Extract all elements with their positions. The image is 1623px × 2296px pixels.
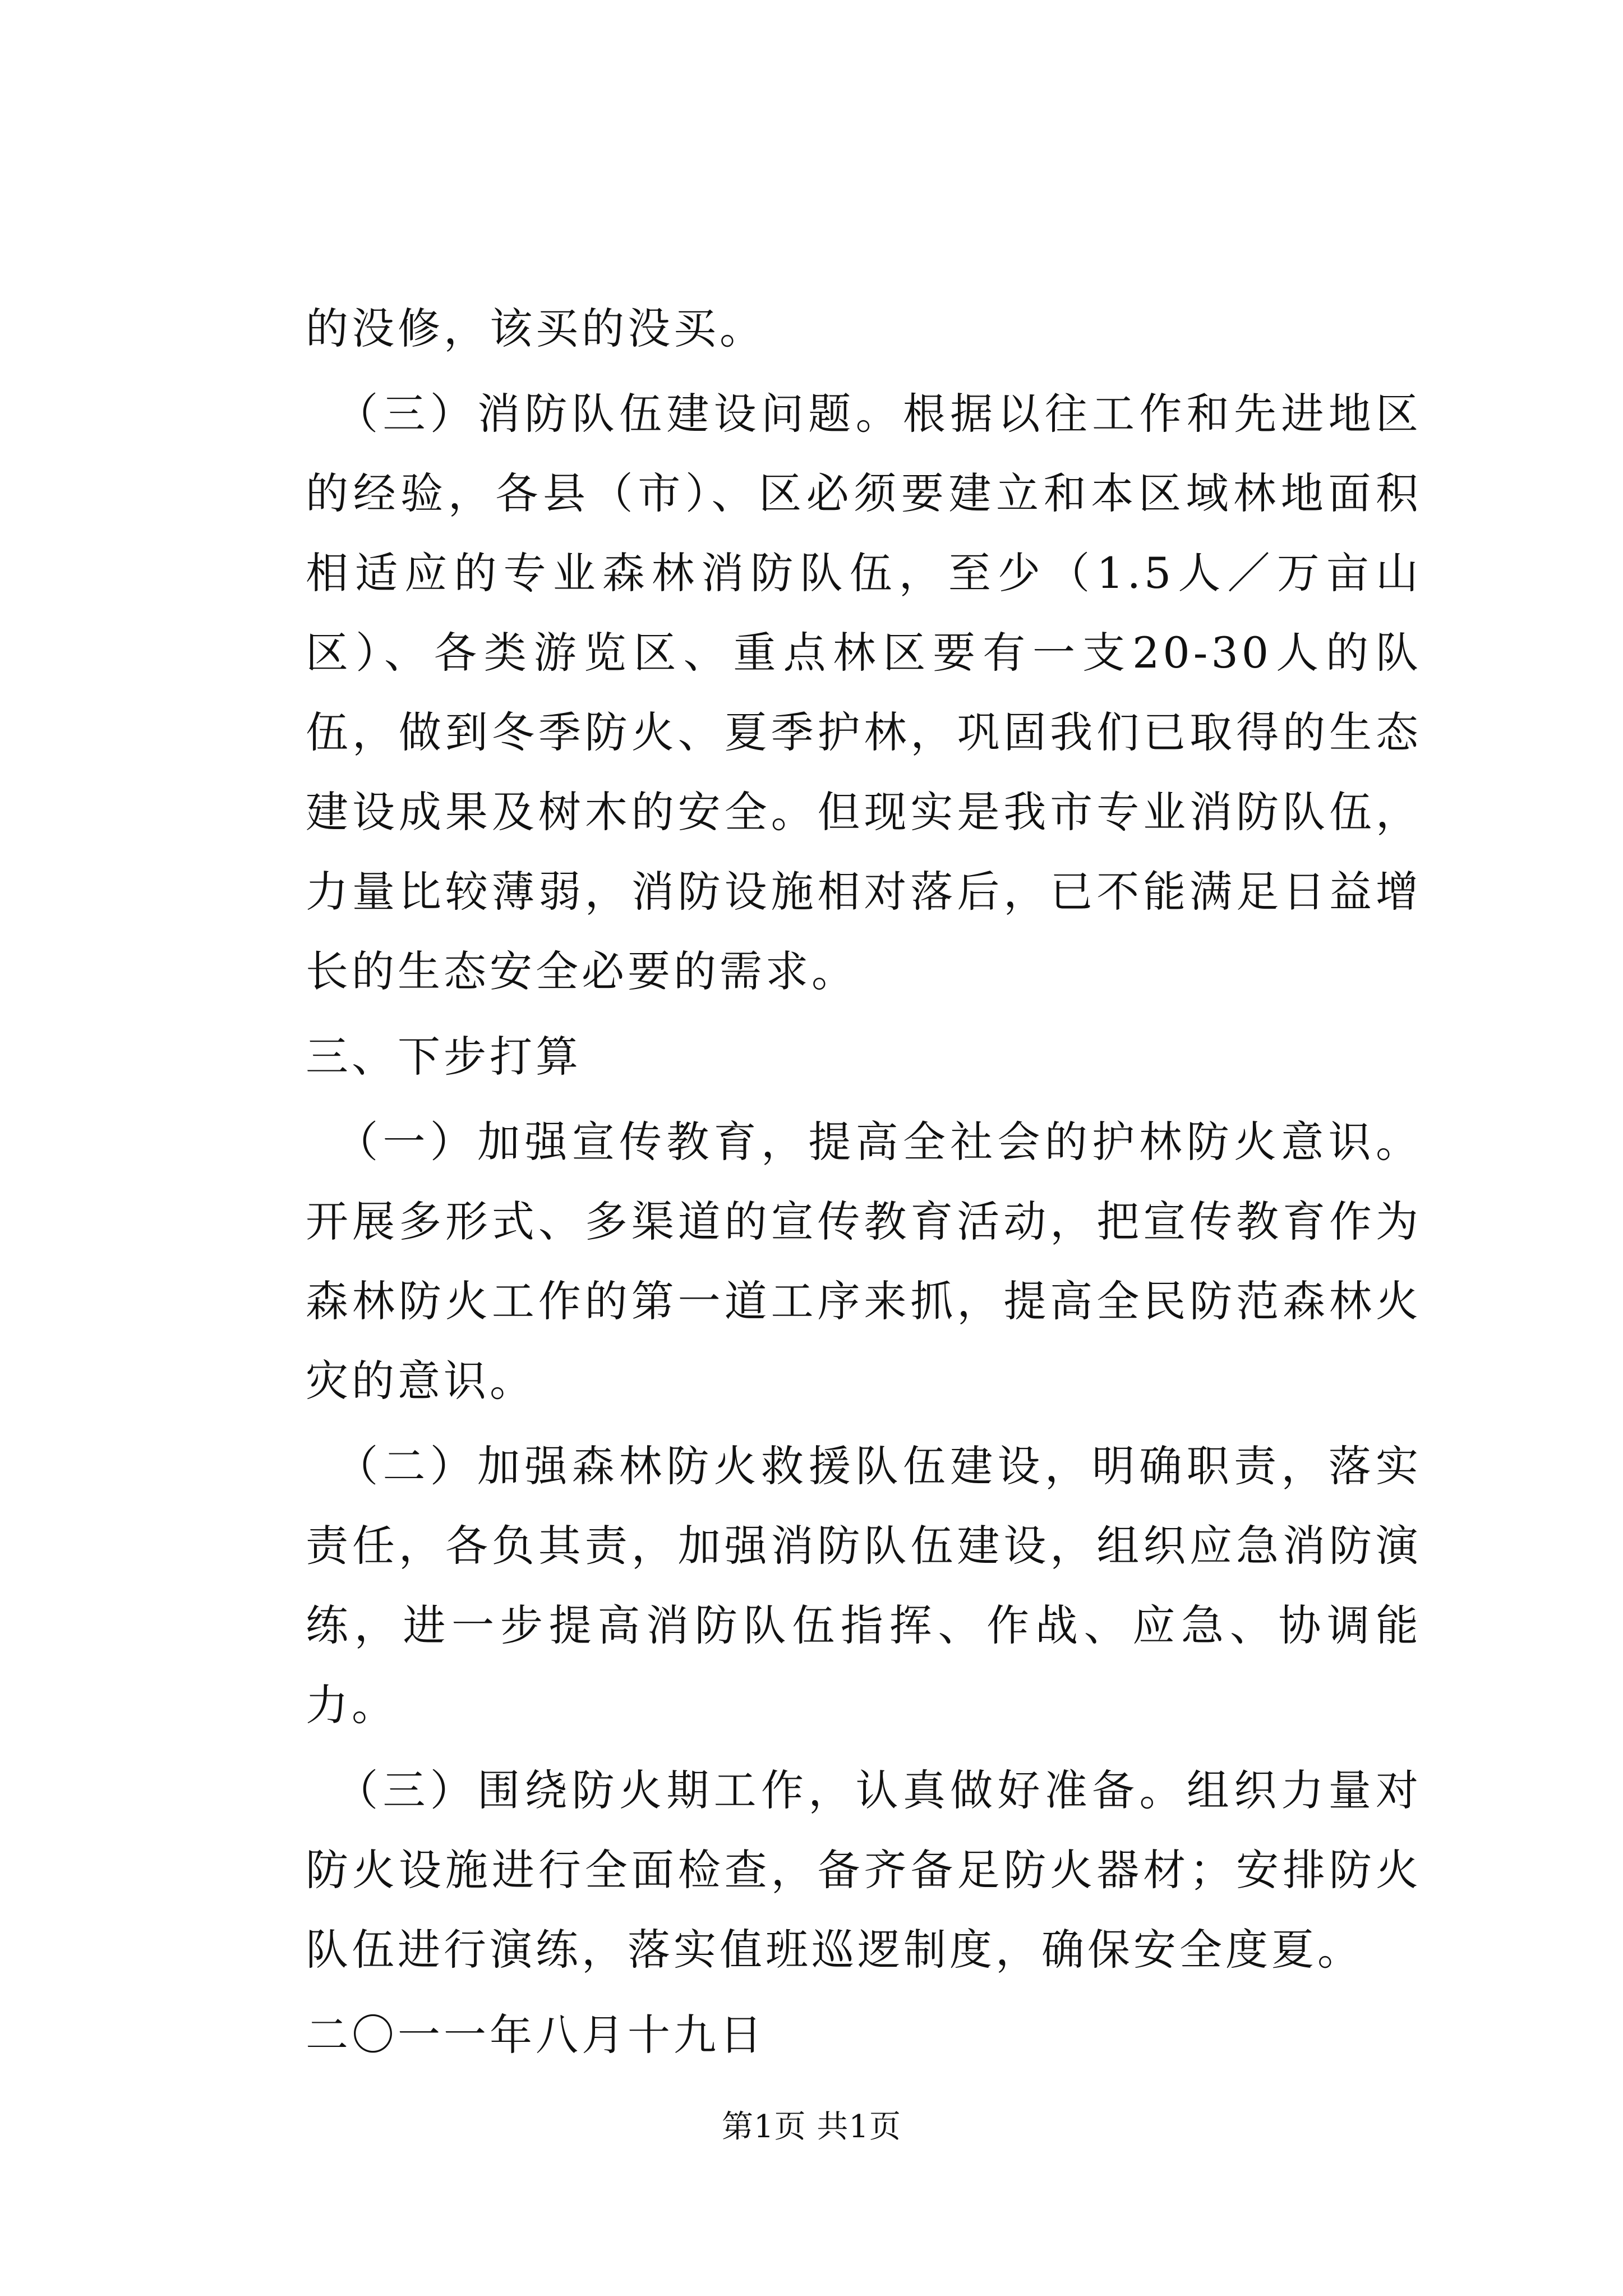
paragraph-continuation: 的没修，该买的没买。 — [306, 303, 766, 353]
document-date: 二〇一一年八月十九日 — [306, 2010, 766, 2060]
page-number-footer: 第1页 共1页 — [721, 2109, 902, 2145]
paragraph-rescue-team: （二）加强森林防火救援队伍建设，明确职责，落实责任，各负其责，加强消防队伍建设，组织应急消防演练，进一步提高消防队伍指挥、作战、应急、协调能力。 — [306, 1441, 1422, 1730]
paragraph-fire-season-prep: （三）围绕防火期工作，认真做好准备。组织力量对防火设施进行全面检查，备齐备足防火器材；安排防火队伍进行演练，落实值班巡逻制度，确保安全度夏。 — [306, 1765, 1422, 1975]
section-heading-next-steps: 三、下步打算 — [306, 1032, 582, 1082]
paragraph-team-building-issue: （三）消防队伍建设问题。根据以往工作和先进地区的经验，各县（市）、区必须要建立和本区域林地面积相适应的专业森林消防队伍，至少（1.5人／万亩山区）、各类游览区、重点林区要有一支20-30人的队伍，做到冬季防火、夏季护林，巩固我们已取得的生态建设成果及树木的安全。但现实是我市专业消防队伍，力量比较薄弱，消防设施相对落后，已不能满足日益增长的生态安全必要的需求。 — [306, 389, 1422, 996]
paragraph-publicity-education: （一）加强宣传教育，提高全社会的护林防火意识。开展多形式、多渠道的宣传教育活动，把宣传教育作为森林防火工作的第一道工序来抓，提高全民防范森林火灾的意识。 — [306, 1117, 1422, 1406]
document-body — [306, 289, 1422, 2075]
